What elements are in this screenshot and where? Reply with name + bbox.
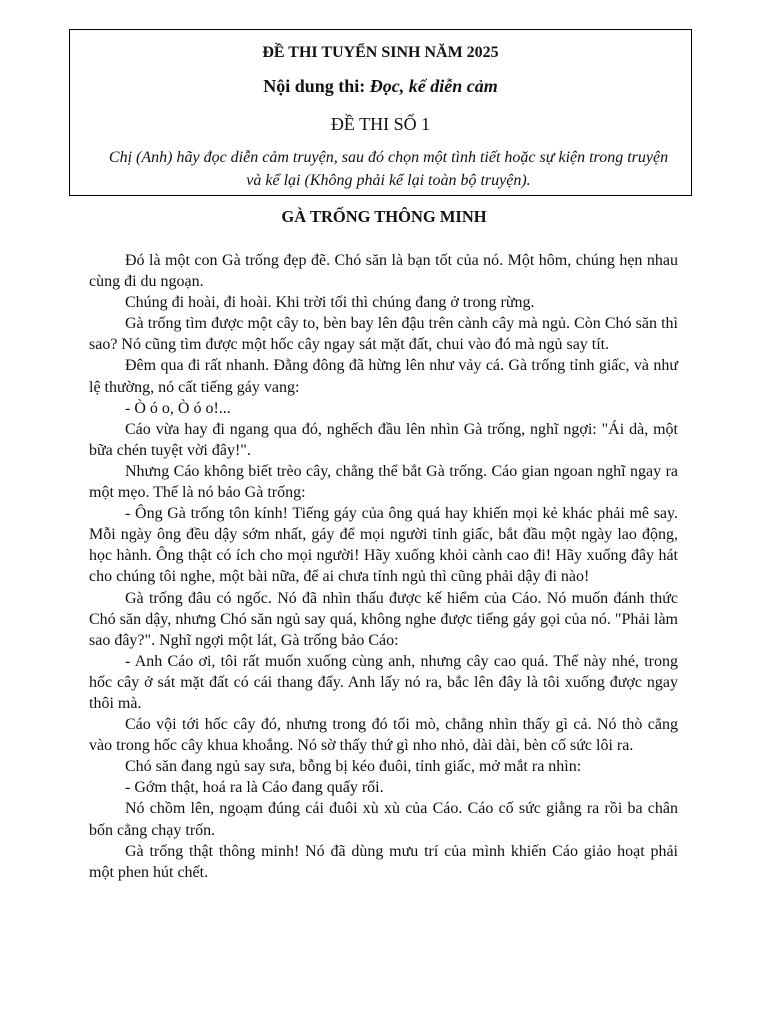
story-paragraph: Gà trống thật thông minh! Nó đã dùng mưu trí của mình khiến Cáo giảo hoạt phải một phen hút chết. [89, 842, 678, 881]
exam-instruction: Chị (Anh) hãy đọc diễn cảm truyện, sau đó chọn một tình tiết hoặc sự kiện trong truyện và kể lại (Không phải kể lại toàn bộ truyện). [108, 149, 669, 189]
story-paragraph: Cáo vừa hay đi ngang qua đó, nghếch đầu lên nhìn Gà trống, nghĩ ngợi: "Ái dà, một bữa chén tuyệt vời đây!". [89, 420, 678, 459]
exam-content-line [70, 76, 691, 97]
story-paragraph: Nó chồm lên, ngoạm đúng cái đuôi xù xù của Cáo. Cáo cố sức giằng ra rồi ba chân bốn cẳng chạy trốn. [89, 800, 678, 839]
story-paragraph: Đêm qua đi rất nhanh. Đằng đông đã hừng lên như vảy cá. Gà trống tỉnh giấc, và như lệ thường, nó cất tiếng gáy vang: [89, 357, 678, 396]
story-paragraph: - Ông Gà trống tôn kính! Tiếng gáy của ông quá hay khiến mọi kẻ khác phải mê say. Mỗi ngày ông đều dậy sớm nhất, gáy để mọi người tỉnh giấc, bắt đầu một ngày lao động, học hành. Ông thật có ích cho mọi người! Hãy xuống khỏi cành cao đi! Hãy xuống đây hát cho chúng tôi nghe, một bài nữa, để ai chưa tỉnh ngủ thì cũng phải dậy đi nào! [89, 505, 678, 586]
story-paragraph: - Gớm thật, hoá ra là Cáo đang quấy rối. [125, 779, 384, 797]
story-paragraph: - Ò ó o, Ò ó o!... [125, 399, 231, 417]
story-body [89, 250, 678, 883]
story-paragraph: Cáo vội tới hốc cây đó, nhưng trong đó tối mò, chẳng nhìn thấy gì cả. Nó thò cẳng vào trong hốc cây khua khoắng. Nó sờ thấy thứ gì nho nhỏ, dài dài, bèn cố sức lôi ra. [89, 716, 678, 755]
story-paragraph: Chúng đi hoài, đi hoài. Khi trời tối thì chúng đang ở trong rừng. [125, 294, 535, 312]
story-paragraph: Chó săn đang ngủ say sưa, bỗng bị kéo đuôi, tỉnh giấc, mở mắt ra nhìn: [125, 758, 582, 776]
story-paragraph: Gà trống đâu có ngốc. Nó đã nhìn thấu được kế hiểm của Cáo. Nó muốn đánh thức Chó săn dậy, nhưng Chó săn ngủ say quá, không nghe được tiếng gáy gọi của nó. "Phải làm sao đây?". Nghĩ ngợi một lát, Gà trống bảo Cáo: [89, 589, 678, 649]
story-paragraph: Gà trống tìm được một cây to, bèn bay lên đậu trên cành cây mà ngủ. Còn Chó săn thì sao? Nó cũng tìm được một hốc cây ngay sát mặt đất, chui vào đó mà ngủ say tít. [89, 315, 678, 354]
exam-header-box [69, 29, 692, 196]
exam-number: ĐỀ THI SỐ 1 [330, 114, 431, 134]
exam-title: ĐỀ THI TUYỂN SINH NĂM 2025 [262, 44, 499, 61]
story-paragraph: - Anh Cáo ơi, tôi rất muốn xuống cùng anh, nhưng cây cao quá. Thế này nhé, trong hốc cây ở sát mặt đất có cái thang đấy. Anh lấy nó ra, bắc lên đây là tôi xuống được ngay thôi mà. [89, 652, 678, 712]
story-title: GÀ TRỐNG THÔNG MINH [281, 207, 487, 226]
story-paragraph: Đó là một con Gà trống đẹp đẽ. Chó săn là bạn tốt của nó. Một hôm, chúng hẹn nhau cùng đi du ngoạn. [89, 252, 678, 291]
content-label: Nội dung thi: [263, 76, 366, 96]
story-paragraph: Nhưng Cáo không biết trèo cây, chẳng thể bắt Gà trống. Cáo gian ngoan nghĩ ngay ra một mẹo. Thế là nó bảo Gà trống: [89, 462, 678, 502]
content-value: Đọc, kể diễn cảm [369, 76, 498, 96]
